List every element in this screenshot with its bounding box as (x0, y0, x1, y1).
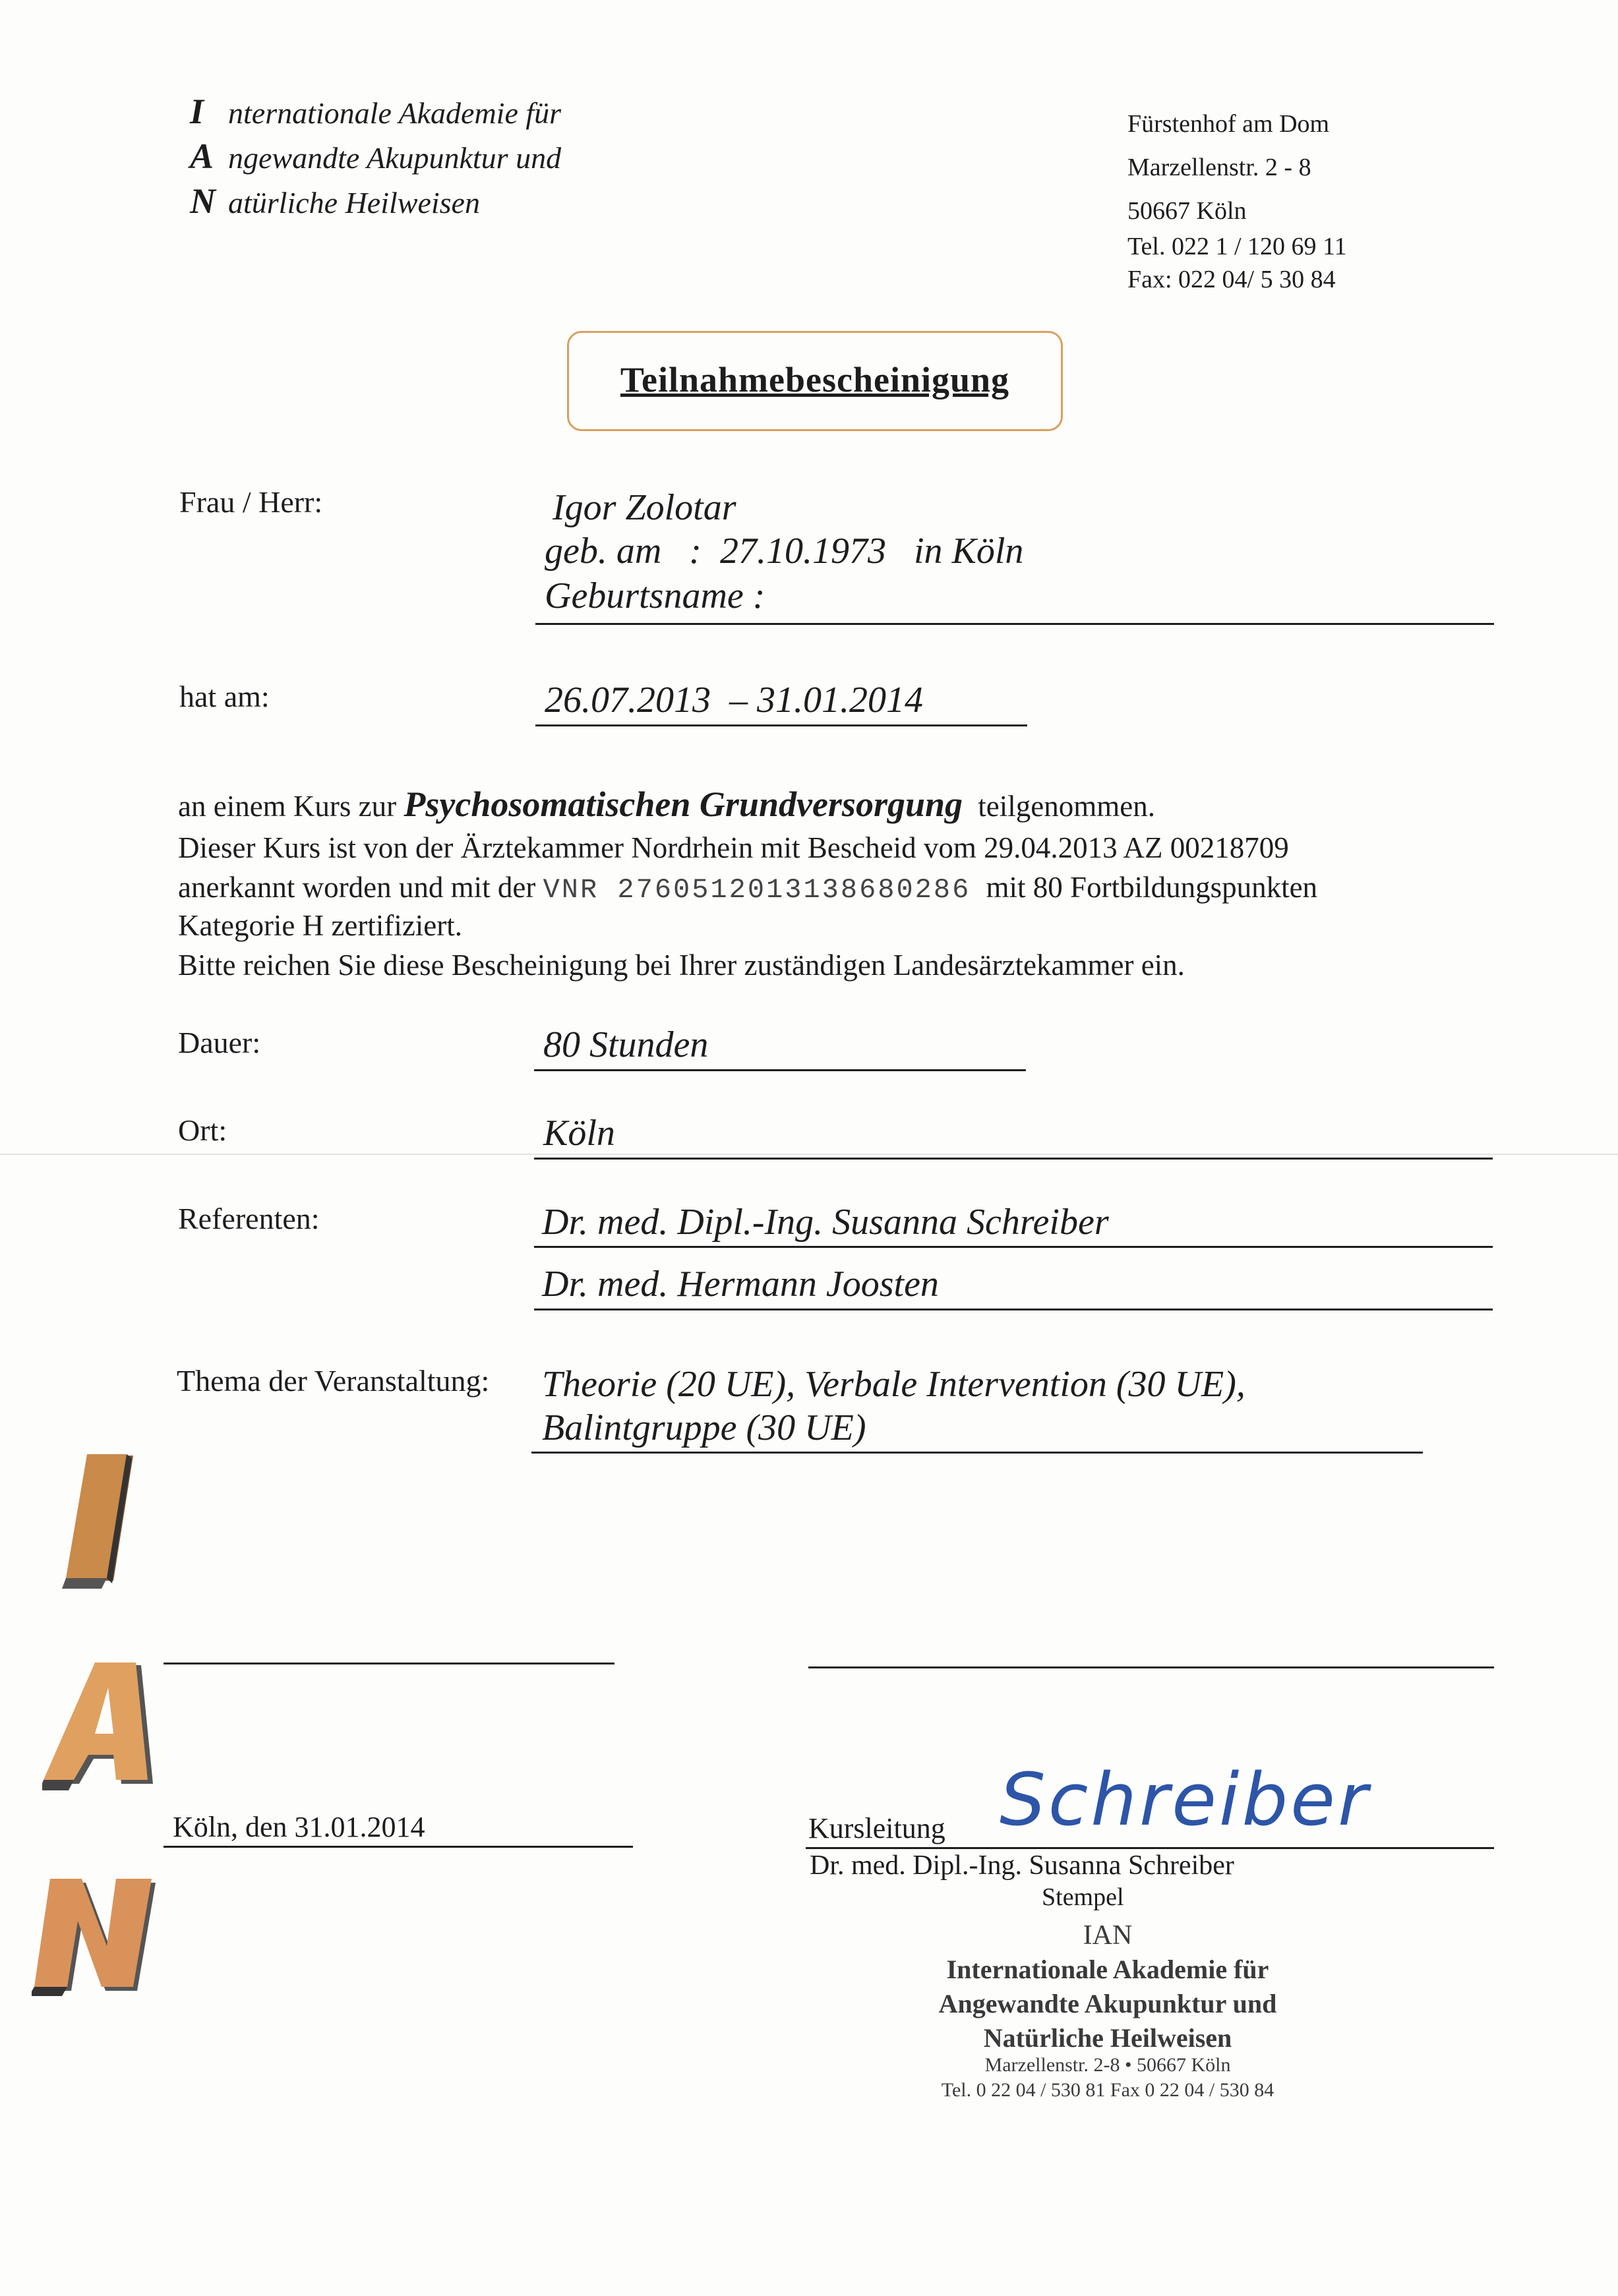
body-line-5: Bitte reichen Sie diese Bescheinigung bei Ihrer zuständigen Landesärztekammer ein. (178, 949, 1185, 982)
dates-label: hat am: (179, 680, 270, 713)
document-title: Teilnahmebescheinigung (620, 360, 1010, 399)
dates-underline (535, 724, 1027, 726)
vnr-number: VNR 2760512013138680286 (543, 874, 971, 906)
stempel-label: Stempel (1042, 1883, 1124, 1911)
stamp-line-5: Marzellenstr. 2-8 • 50667 Köln (984, 2054, 1231, 2076)
body-line-1 (178, 786, 1155, 825)
dauer-underline (534, 1069, 1026, 1071)
signer-name: Dr. med. Dipl.-Ing. Susanna Schreiber (810, 1850, 1234, 1881)
logo-letter-a (42, 1661, 161, 1793)
thema-line-1: Theorie (20 UE), Verbale Intervention (30 UE), (542, 1364, 1245, 1405)
stamp-line-3: Angewandte Akupunktur und (938, 1989, 1277, 2018)
person-birthname: Geburtsname : (545, 575, 765, 616)
logo-letter-i (61, 1449, 146, 1594)
letterhead-cap-a: A (190, 136, 214, 176)
person-underline (535, 623, 1494, 625)
fold-line (0, 1154, 1618, 1155)
thema-underline (531, 1452, 1423, 1454)
address-line-5: Fax: 022 04/ 5 30 84 (1127, 266, 1336, 293)
referent-2-underline (534, 1309, 1493, 1310)
handwritten-signature: Schreiber (1000, 1757, 1371, 1842)
referent-1-underline (534, 1246, 1493, 1248)
place-date-underline (164, 1846, 633, 1848)
referent-2: Dr. med. Hermann Joosten (542, 1264, 939, 1305)
referent-1: Dr. med. Dipl.-Ing. Susanna Schreiber (542, 1202, 1109, 1243)
letterhead-address (1127, 109, 1347, 298)
dauer-label: Dauer: (178, 1026, 261, 1059)
ort-value: Köln (543, 1113, 615, 1154)
body-line-4: Kategorie H zertifiziert. (178, 909, 463, 942)
stamp-line-4: Natürliche Heilweisen (983, 2023, 1232, 2053)
stamp-line-1: IAN (1083, 1920, 1133, 1951)
academy-stamp (877, 1920, 1338, 2104)
letterhead-rest-3: atürliche Heilweisen (228, 186, 480, 220)
body-line-2: Dieser Kurs ist von der Ärztekammer Nordrhein mit Bescheid vom 29.04.2013 AZ 00218709 (178, 831, 1289, 864)
logo-letter-n (32, 1877, 164, 1996)
referenten-label: Referenten: (178, 1202, 320, 1235)
letterhead-line-1 (190, 91, 561, 136)
dauer-value: 80 Stunden (543, 1024, 709, 1065)
body-line1-post: teilgenommen. (978, 790, 1155, 823)
dates-value: 26.07.2013 – 31.01.2014 (545, 680, 923, 721)
title-box (567, 331, 1063, 431)
place-date: Köln, den 31.01.2014 (173, 1811, 425, 1843)
ort-label: Ort: (178, 1113, 227, 1147)
signature-line-right (808, 1666, 1494, 1668)
person-birth: geb. am : 27.10.1973 in Köln (545, 531, 1024, 572)
stamp-line-2: Internationale Akademie für (946, 1955, 1269, 1984)
letterhead-cap-n: N (190, 181, 216, 221)
thema-line-2: Balintgruppe (30 UE) (542, 1407, 866, 1448)
address-line-1: Fürstenhof am Dom (1127, 110, 1330, 138)
body-line1-pre: an einem Kurs zur (178, 790, 397, 823)
address-line-2: Marzellenstr. 2 - 8 (1127, 154, 1311, 181)
kursleitung-label: Kursleitung (808, 1812, 945, 1844)
letterhead-rest-1: nternationale Akademie für (228, 96, 562, 130)
kursleitung-underline (806, 1847, 1494, 1849)
body-line3-post: mit 80 Fortbildungspunkten (986, 871, 1318, 904)
letterhead-line-3 (190, 181, 561, 225)
body-line3-pre: anerkannt worden und mit der (178, 871, 536, 904)
stamp-line-6: Tel. 0 22 04 / 530 81 Fax 0 22 04 / 530 84 (941, 2079, 1274, 2101)
course-name: Psychosomatischen Grundversorgung (404, 784, 963, 824)
person-name: Igor Zolotar (553, 487, 736, 528)
address-line-4: Tel. 022 1 / 120 69 11 (1127, 233, 1347, 260)
letterhead-academy (190, 91, 561, 225)
thema-label: Thema der Veranstaltung: (177, 1364, 490, 1398)
letterhead-line-2 (190, 136, 561, 181)
address-line-3: 50667 Köln (1127, 197, 1247, 225)
letterhead-rest-2: ngewandte Akupunktur und (228, 141, 562, 175)
ort-underline (534, 1158, 1493, 1160)
body-line-3 (178, 869, 1317, 909)
person-label: Frau / Herr: (179, 485, 323, 519)
signature-line-left (164, 1663, 614, 1664)
letterhead-cap-i: I (190, 92, 204, 131)
